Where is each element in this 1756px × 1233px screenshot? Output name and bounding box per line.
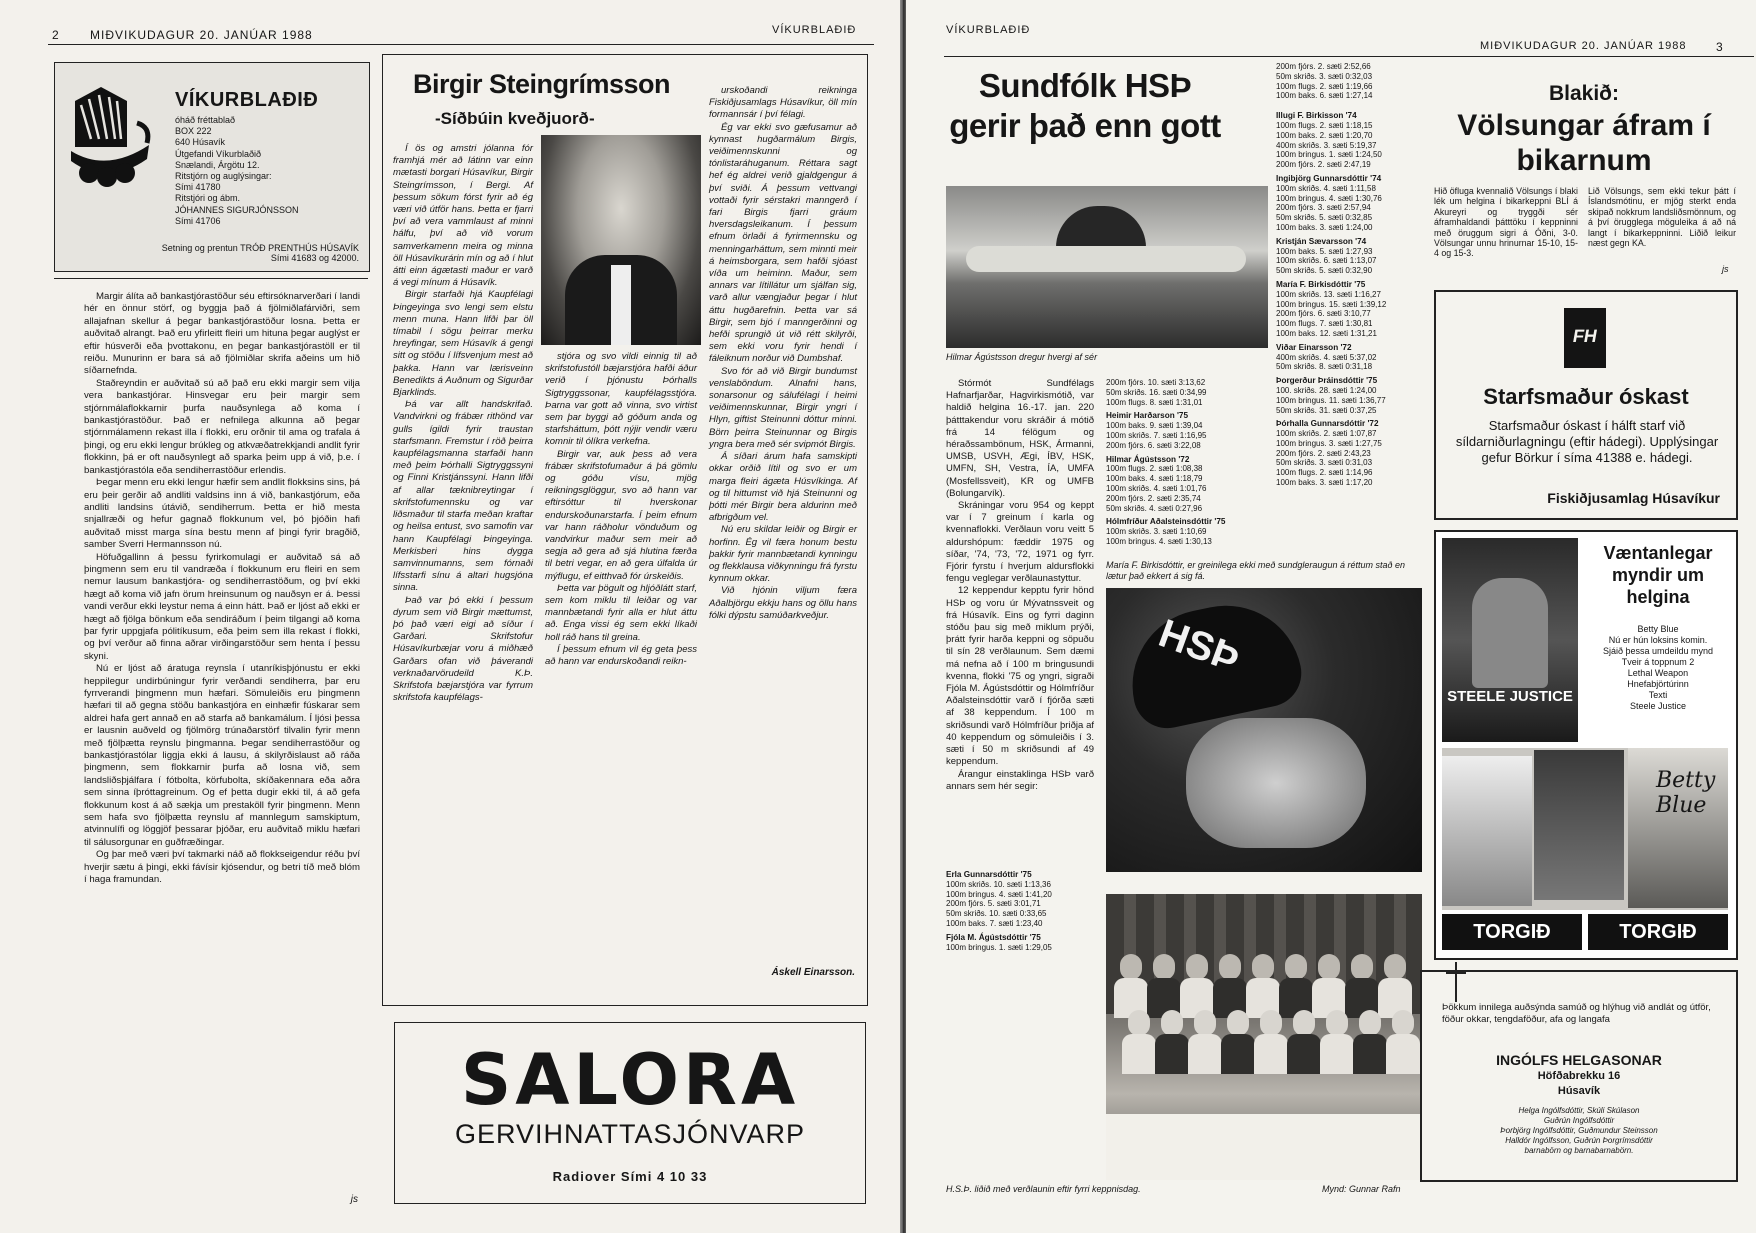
- team-member-figure: [1293, 1010, 1315, 1036]
- printer-phone: Sími 41683 og 42000.: [270, 253, 359, 263]
- editorial-paragraph: Höfuðgallinn á þessu fyrirkomulagi er auðvitað sá að þingmenn sem eru til vandræða í flokkunum eru fleiri en sem nemur lausum bankastjóra- og sendiherrastöðum, og því ekki hægt að koma við jafn örum hreinsunum og nauðsyn er á. Þessi vandi verður ekki leystur nema á einn hátt. Það er ljóst að ekki er hægt að fjölga bönkum eða sendiráðum í þeim tilgangi að koma þar fyrir uppgjafa pólitíkusum, eða þeim sem illa rekast í flokki, og því verður að finna aðrar virðingarstöður sem henta í þessu skyni.: [84, 551, 360, 662]
- viking-ship-logo-icon: [67, 83, 153, 201]
- swim-article-body: [946, 378, 1094, 793]
- masthead-line: Sími 41706: [175, 215, 221, 226]
- volleyball-col2: Lið Völsungs, sem ekki tekur þátt í Íslandsmótinu, er mjög sterkt enda skipað nokkrum landsliðsmönnum, og á því örugglega möguleika á að ná langt í bikarkeppninni. Liðið leikur næst gegn KA.: [1588, 186, 1736, 249]
- masthead-info: [175, 115, 299, 227]
- result-line: 100m baks. 7. sæti 1:23,40: [946, 918, 1043, 928]
- team-member-figure: [1252, 954, 1274, 980]
- video-ad-title: Væntanlegar myndir um helgina: [1603, 543, 1713, 607]
- photo3-caption: H.S.Þ. liðið með verðlaunin eftir fyrri keppnisdag.: [946, 1184, 1141, 1194]
- obituary-paragraph: Þá var allt handskrifað. Vandvirkni og frábær rithönd var gulls ígildi fyrir traustan starfsmann. Fremstur í röð þeirra kaupfélagsmanna starfaði hann með þeim Þórhalli Sigtryggssyni og Finni Kristjánssyni. Hann lifði af allar tæknibreytingar í skrifstofumennsku og var liðsmaður til starfa meðan kraftar og heilsa entust, svo samofin var hann Kaupfélagi Þingeyinga. Merkisberi hins dygga samvinnumanns, sem fórnaði lífsstarfi sínu á altari hugsjóna sinna.: [393, 399, 533, 594]
- masthead: [54, 62, 370, 272]
- result-line: 50m skriðs. 16. sæti 0:34,99: [1106, 387, 1207, 397]
- deceased-name: INGÓLFS HELGASONAR: [1496, 1052, 1662, 1068]
- swimmer-name: Heimir Harðarson '75: [1106, 411, 1189, 421]
- editorial-signature: js: [350, 1194, 358, 1205]
- result-line: 100m baks. 6. sæti 1:27,14: [1276, 91, 1373, 101]
- obituary-paragraph: Í ös og amstri jólanna fór framhjá mér að látinn var einn mætasti borgari Húsavíkur, Birgir Steingrímsson, í Bergi. Af þessum sökum fórst fyrir að ég væri við útför hans. Þetta er fjarri því að vera vammlaust af minni hálfu, því að við vorum samverkamenn meira og minna öll Húsavíkurárin mín og að í hlut átti einn ágætasti maður er varð á vegi mínum á Húsavík.: [393, 143, 533, 289]
- posters-collage: [1442, 748, 1728, 910]
- film-list-item: Steele Justice: [1629, 701, 1687, 711]
- result-group: [1276, 174, 1426, 233]
- result-line: 200m fjórs. 10. sæti 3:13,62: [1106, 378, 1206, 387]
- result-line: 100m flugs. 2. sæti 1:14,96: [1276, 468, 1373, 478]
- result-line: 100m baks. 3. sæti 1:24,00: [1276, 222, 1373, 232]
- results-list-b: [1106, 378, 1256, 551]
- masthead-title: VÍKURBLAÐIÐ: [175, 89, 319, 111]
- results-top-lines: [1276, 62, 1426, 101]
- result-line: 100m bringus. 15. sæti 1:39,12: [1276, 299, 1387, 309]
- result-line: 200m fjórs. 6. sæti 3:22,08: [1106, 440, 1201, 450]
- result-line: 100m flugs. 2. sæti 1:08,38: [1106, 464, 1203, 474]
- result-group: [946, 933, 1096, 953]
- paper-name-header: VÍKURBLAÐIÐ: [772, 24, 857, 36]
- team-member-figure: [1161, 1010, 1183, 1036]
- swim-cap-text: HSÞ: [1153, 611, 1246, 681]
- team-member-figure: [1128, 1010, 1150, 1036]
- deceased-town: Húsavík: [1557, 1085, 1601, 1097]
- team-member-body: [1122, 1034, 1156, 1074]
- date-header: MIÐVIKUDAGUR 20. JANÚAR 1988: [90, 28, 313, 42]
- result-group: [1276, 376, 1426, 415]
- film-list-item: Sjáið þessa umdeildu mynd: [1602, 646, 1714, 656]
- film-list-item: Tveir á toppnum 2: [1621, 657, 1695, 667]
- team-member-body: [1287, 1034, 1321, 1074]
- masthead-line: BOX 222: [175, 126, 212, 137]
- result-line: 100m baks. 3. sæti 1:17,20: [1276, 478, 1373, 488]
- swimmer-photo-1: [946, 186, 1268, 348]
- team-member-figure: [1219, 954, 1241, 980]
- result-line: 200m fjórs. 2. sæti 2:52,66: [1276, 62, 1371, 71]
- betty-blue-poster-title: Betty Blue: [1656, 768, 1716, 818]
- obituary-paragraph: Birgir var, auk þess að vera frábær skrifstofumaður á þá gömlu og góðu vísu, mjög reikningsglöggur, svo að hann var eftirsóttur til hverskonar endurskoðunarstarfa. Í þeim efnum var hann ráðholur vönduðum og vandvirkur maður sem meir að segja að gera að sjá hlutina færða til betri vegar, en að gera úlfalda úr mýflugu, ef eitthvað fór úrskeiðis.: [545, 448, 697, 582]
- result-line: 100m baks. 2. sæti 1:20,70: [1276, 130, 1373, 140]
- film-list-item: Texti: [1648, 690, 1668, 700]
- page-number: 2: [52, 28, 60, 42]
- result-line: 200m fjórs. 2. sæti 2:47,19: [1276, 160, 1371, 170]
- swim-paragraph: Skráningar voru 954 og keppt var í 7 greinum í karla og kvennaflokki. Verðlaun voru veitt 5 aldurshópum: fæddir 1975 og síðar, '74, '73, '72, 1971 og fyrr. Fjórir fyrstu í hverjum aldursflokki fengu veglegar verðlaunastyttur.: [946, 500, 1094, 585]
- family-list: [1422, 1106, 1736, 1156]
- obituary-paragraph: Þetta var þögult og hljóðlátt starf, sem kom miklu til leiðar og var mannbætandi fyrir alla er hlut áttu að. Enga vissi ég sem ekki líkaði holl ráð hans til greina.: [545, 582, 697, 643]
- result-line: 400m skriðs. 4. sæti 5:37,02: [1276, 352, 1377, 362]
- result-group: [946, 870, 1096, 929]
- result-line: 200m fjórs. 2. sæti 2:35,74: [1106, 493, 1201, 503]
- result-line: 200m fjórs. 2. sæti 2:43,23: [1276, 448, 1371, 458]
- masthead-line: Ritstjóri og ábm.: [175, 193, 241, 204]
- team-photo: [1106, 894, 1422, 1180]
- masthead-line: Útgefandi Víkurblaðið: [175, 148, 262, 159]
- editorial-paragraph: Þegar menn eru ekki lengur hæfir sem andlit flokksins sins, þá eru þeir gerðir að andliti valdsins inn á við, bankastjórum, eða andliti landsins útávið, sendiherrum. Þetta er hið mesta snjallræði og hefur gagnað flokkunum vel, þó þjóðin hafi auðvitað misst marga sína bestu menn af þingi fyrir bragðið, samber Sverri Hermannsson nú.: [84, 477, 360, 551]
- swimmer-name: Fjóla M. Ágústsdóttir '75: [946, 932, 1041, 942]
- cross-icon: [1444, 962, 1468, 1002]
- team-member-body: [1188, 1034, 1222, 1074]
- swimmer-name: Hilmar Ágústsson '72: [1106, 454, 1190, 464]
- result-group: [1276, 280, 1426, 339]
- film-list-item: Lethal Weapon: [1627, 668, 1689, 678]
- paper-name-header: VÍKURBLAÐIÐ: [946, 24, 1031, 36]
- job-ad: [1434, 290, 1738, 520]
- obituary-paragraph: Það var þó ekki í þessum dyrum sem við Birgir mættumst, þó það væri eigi að síður í Garðari. Skrifstofur Húsavíkurbæjar voru á miðhæð Garðars ofan við þáverandi verknaðarvörudeild K.Þ. Skrifstofa bæjarstjóra var fyrrum skrifstofa kaupfélags-: [393, 594, 533, 704]
- swim-paragraph: Árangur einstaklinga HSÞ varð annars sem hér segir:: [946, 768, 1094, 792]
- obituary-paragraph: Við hjónin viljum færa Aðalbjörgu ekkju hans og öllu hans fólki dýpstu samúðarkveðjur.: [709, 585, 857, 621]
- result-line: 100m bringus. 11. sæti 1:36,77: [1276, 395, 1386, 405]
- result-group: [1106, 455, 1256, 514]
- salora-ad: [394, 1022, 866, 1204]
- death-notice: [1420, 970, 1738, 1182]
- obituary-column-1: [393, 143, 533, 704]
- result-group: [1276, 343, 1426, 372]
- team-member-figure: [1194, 1010, 1216, 1036]
- family-member: Þorbjörg Ingólfsdóttir, Guðmundur Steinsson: [1500, 1126, 1658, 1135]
- team-member-figure: [1186, 954, 1208, 980]
- result-line: 100m flugs. 2. sæti 1:19,66: [1276, 81, 1373, 91]
- result-group: [1106, 411, 1256, 450]
- results-top: [1276, 62, 1426, 492]
- result-line: 100m skriðs. 4. sæti 1:11,58: [1276, 183, 1376, 193]
- team-member-figure: [1120, 954, 1142, 980]
- swimmer-name: María F. Birkisdóttir '75: [1276, 279, 1366, 289]
- family-member: barnabörn og barnabarnabörn.: [1524, 1146, 1634, 1155]
- obituary-subtitle: -Síðbúin kveðjuorð-: [435, 109, 595, 128]
- obituary-paragraph: Í þessum efnum vil ég geta þess að hann var endurskoðandi reikn-: [545, 643, 697, 668]
- team-member-body: [1320, 1034, 1354, 1074]
- date-header: MIÐVIKUDAGUR 20. JANÚAR 1988: [1480, 40, 1687, 52]
- volleyball-col1: Hið öfluga kvennalið Völsungs í blaki lék um helgina í bikarkeppni BLÍ á Akureyri og tryggði sér áframhaldandi þátttöku í keppninni með öruggum sigri á Óðni, 3-0. Völsungar unnu hrinurnar 15-10, 15-4 og 15-3.: [1434, 186, 1578, 259]
- swimmer-name: Illugi F. Birkisson '74: [1276, 111, 1357, 121]
- result-line: 100m bringus. 4. sæti 1:30,76: [1276, 193, 1382, 203]
- result-line: 50m skriðs. 8. sæti 0:31,18: [1276, 362, 1373, 372]
- team-member-figure: [1318, 954, 1340, 980]
- editorial-paragraph: Nú er ljóst að áratuga reynsla í utanríkisþjónustu er ekki heppilegur undirbúningur fyrir verðandi sendiherra, þar eru fyrrverandi þingmenn mun hæfari. Sömuleiðis eru þingmenn hæfari til að gegna stöðu bankastjóra en einhæfir fúskarar sem aldrei hafa gert annað en að starfa að bankamálum. Í ljósi þessa er lausnin auðveld og fjölmörg trúnaðarstörf tilvalin fyrir menn með fjölþætta reynslu þingmanna. Þegar sendiherrastöður og bankastjórastólar liggja ekki á lausu, á skilyrðislaust að ráða þingmenn, sem flokkarnir þurfa að losna við, sem landsliðsþjálfara í fótbolta, körfubolta, skíðakennara eða aðra sem sinna íþróttagreinum. Og ef þetta dugir ekki til, á að gefa flokkunum kost á að sækja um prestaköll fyrir þingmenn. Menn sem hafa svo fjölþætta reynslu af mannlegum samskiptum, atvinnulífi og löggjöf þessarar þjóðar, eru auðvitað miklu hæfari til sálusorgunar en guðfræðingar.: [84, 663, 360, 848]
- obituary-paragraph: Birgir starfaði hjá Kaupfélagi Þingeyinga svo lengi sem elstu menn muna. Hann lifði þar öll tímabil í sögu þeirrar merku hreyfingar, sem Húsavík á gengi sitt og stöðu í lífsvenjum mest að þakka. Hann var lærisveinn Benedikts á Auðnum og Sigurðar Bjarklinds.: [393, 289, 533, 399]
- steele-justice-title: STEELE JUSTICE: [1447, 688, 1573, 705]
- obituary-paragraph: Ég var ekki svo gæfusamur að kynnast hugðarmálum Birgis, veiðimennskunni og tónlistaráhuganum. Réttara sagt hef ég aldrei verið gjaldgengur á því sviði. Á þessum vettvangi vottaði fyrir sérstakri manngerð í fari Birgis fjarri gráum hversdagsleikanum. Í þessum efnum örlaði á fyrirmennsku og menningarháttum, sem minnti meir á heimsborgara, sem hafði sjóast víða um heiminn. Maður, sem annars var lítillátur um sjálfan sig, varð allur vængjaður þegar í hlut áttu hugðarefnin. Þetta var sá Birgir, sem bjó í manngerðinni og hefði sprungið út við rétt skilyrði, sem ekki voru fyrir hendi í fáleiknum norður við Dumbshaf.: [709, 121, 857, 365]
- team-member-figure: [1153, 954, 1175, 980]
- result-line: 100m bringus. 3. sæti 1:27,75: [1276, 438, 1382, 448]
- obituary-column-3: [709, 85, 857, 622]
- team-member-figure: [1392, 1010, 1414, 1036]
- film-list-item: Betty Blue: [1637, 624, 1679, 634]
- swimmer-photo-2: [1106, 588, 1422, 872]
- film-list: [1586, 624, 1730, 712]
- masthead-line: Sími 41780: [175, 182, 221, 193]
- video-ad: [1434, 530, 1738, 960]
- team-member-body: [1254, 1034, 1288, 1074]
- result-line: 100m baks. 9. sæti 1:39,04: [1106, 421, 1203, 431]
- result-line: 100m skriðs. 6. sæti 1:13,07: [1276, 256, 1377, 266]
- masthead-line: JÓHANNES SIGURJÓNSSON: [175, 204, 299, 215]
- results-list-bottom: [946, 870, 1096, 956]
- result-line: 200m fjórs. 5. sæti 3:01,71: [946, 899, 1041, 909]
- obituary-paragraph: Á síðari árum hafa samskipti okkar orðið lítil og svo er um marga fleiri ágæta Húsvíkinga. Af og til hittumst við hjá Steinunni og þótti mér Birgir bera aldurinn með afbrigðum vel.: [709, 451, 857, 524]
- masthead-line: óháð fréttablað: [175, 115, 236, 125]
- film-list-item: Nú er hún loksins komin.: [1608, 635, 1708, 645]
- result-group: [1276, 237, 1426, 276]
- obituary-author: Áskell Einarsson.: [771, 967, 855, 978]
- salora-brand: SALORA: [460, 1039, 800, 1121]
- result-line: 50m skriðs. 31. sæti 0:37,25: [1276, 405, 1377, 415]
- result-group: [1106, 378, 1256, 407]
- result-line: 100m baks. 12. sæti 1:31,21: [1276, 328, 1377, 338]
- result-line: 100m flugs. 8. sæti 1:31,01: [1106, 397, 1203, 407]
- team-member-body: [1353, 1034, 1387, 1074]
- obituary-article: [382, 54, 868, 1006]
- editorial-text: [54, 279, 368, 887]
- company-logo-letters: FH: [1571, 326, 1599, 346]
- team-member-figure: [1384, 954, 1406, 980]
- obituary-paragraph: urskoðandi reikninga Fiskiðjusamlags Húsavíkur, öll mín formannsár í því félagi.: [709, 85, 857, 121]
- team-member-figure: [1351, 954, 1373, 980]
- death-notice-body: Þökkum innilega auðsýnda samúð og hlýhug við andlát og útför, föður okkar, tengdaföður, afa og langafa: [1442, 1002, 1711, 1025]
- company-logo-icon: [1564, 308, 1606, 368]
- result-line: 100m skriðs. 4. sæti 1:01,76: [1106, 483, 1207, 493]
- family-member: Helga Ingólfsdóttir, Skúli Skúlason: [1518, 1106, 1640, 1115]
- team-member-figure: [1260, 1010, 1282, 1036]
- result-line: 100. skriðs. 28. sæti 1:24,00: [1276, 385, 1377, 395]
- result-line: 100m bringus. 4. sæti 1:30,13: [1106, 536, 1212, 546]
- swim-paragraph: 12 keppendur kepptu fyrir hönd HSÞ og voru úr Mývatnssveit og frá Húsavík. Eins og fyrri daginn stóðu þau sig með miklum prýði, þrátt fyrir harða keppni og söpuðu til sín 28 verðlaunum. Sem dæmi má nefna að í 100 m bringusundi kvenna, flokki '75 og yngri, sigraði Fjóla M. Ágústsdóttir og Hólmfríður Aðalsteinsdóttir varð í fjórða sæti af 38 keppendum. Í 100 m skriðsundi varð Hólmfríður þriðja af 40 keppendum og sömuleiðis í 3. sæti í 50 m skriðsundi af 49 keppendum.: [946, 585, 1094, 768]
- team-member-body: [1386, 1034, 1420, 1074]
- result-line: 100m skriðs. 3. sæti 1:10,69: [1106, 527, 1207, 537]
- salora-contact: Radiover Sími 4 10 33: [552, 1169, 708, 1184]
- result-line: 100m skriðs. 7. sæti 1:16,95: [1106, 430, 1207, 440]
- result-group: [1276, 111, 1426, 170]
- team-member-figure: [1227, 1010, 1249, 1036]
- obituary-title: Birgir Steingrímsson: [413, 69, 671, 99]
- result-line: 100m skriðs. 10. sæti 1:13,36: [946, 879, 1051, 889]
- team-member-body: [1155, 1034, 1189, 1074]
- swimmer-name: Þórhalla Gunnarsdóttir '72: [1276, 419, 1379, 429]
- swimmer-name: Kristján Sævarsson '74: [1276, 236, 1367, 246]
- swimmer-name: Viðar Einarsson '72: [1276, 342, 1352, 352]
- editorial-column: [54, 278, 368, 1213]
- page-number: 3: [1716, 40, 1724, 54]
- job-ad-company: Fiskiðjusamlag Húsavíkur: [1547, 490, 1720, 506]
- result-line: 100m flugs. 7. sæti 1:30,81: [1276, 319, 1373, 329]
- obituary-column-2: [545, 351, 697, 668]
- photo3-credit: Mynd: Gunnar Rafn: [1322, 1184, 1401, 1194]
- result-line: 200m fjórs. 3. sæti 2:57,94: [1276, 203, 1371, 213]
- result-line: 100m baks. 4. sæti 1:18,79: [1106, 474, 1203, 484]
- swimmer-name: Þorgerður Þráinsdóttir '75: [1276, 376, 1378, 386]
- volleyball-title: Völsungar áfram í bikarnum: [1457, 109, 1711, 177]
- right-page: [906, 0, 1756, 1233]
- printer-info: [162, 243, 359, 263]
- result-line: 100m baks. 5. sæti 1:27,93: [1276, 246, 1373, 256]
- result-group: [1276, 419, 1426, 488]
- portrait-photo: [541, 135, 701, 345]
- result-line: 50m skriðs. 5. sæti 0:32,85: [1276, 213, 1373, 223]
- masthead-line: Snælandi, Árgötu 12.: [175, 159, 260, 170]
- volleyball-signature: js: [1722, 264, 1729, 274]
- editorial-paragraph: Og þar með væri því takmarki náð að flokkseigendur réðu því hverjir sætu á þingi, ekki fávísir kjósendur, og betri tíð með blóm í haga framundan.: [84, 849, 360, 886]
- result-line: 100m bringus. 4. sæti 1:41,20: [946, 889, 1052, 899]
- swim-headline-line1: Sundfólk HSÞ: [978, 67, 1192, 104]
- result-line: 100m skriðs. 2. sæti 1:07,87: [1276, 429, 1377, 439]
- results-list-a: [1276, 111, 1426, 488]
- swimmer-name: Erla Gunnarsdóttir '75: [946, 870, 1032, 879]
- swimmer-name: Ingibjörg Gunnarsdóttir '74: [1276, 173, 1382, 183]
- photo1-caption: Hilmar Ágústsson dregur hvergi af sér: [946, 352, 1098, 362]
- family-member: Guðrún Ingólfsdóttir: [1543, 1116, 1615, 1125]
- printer-name: Setning og prentun TRÓÐ PRENTHÚS HÚSAVÍK: [161, 243, 359, 253]
- swimmer-name: Hólmfríður Aðalsteinsdóttir '75: [1106, 517, 1226, 527]
- result-line: 100m skriðs. 13. sæti 1:16,27: [1276, 289, 1381, 299]
- masthead-line: 640 Húsavík: [175, 137, 226, 148]
- result-line: 50m skriðs. 5. sæti 0:32,90: [1276, 266, 1373, 276]
- result-line: 50m skriðs. 3. sæti 0:32,03: [1276, 71, 1373, 81]
- obituary-paragraph: stjóra og svo vildi einnig til að skrifstofustóll bæjarstjóra hafði áður verið í þjónustu Þórhalls Sigtryggssonar, kaupfélagsstjóra. Þarna var gott að vinna, svo virtist sem þar byggi að góðum anda og starfsháttum, þótt nýjir vendir væru komnir til ólíkra verkefna.: [545, 351, 697, 448]
- volleyball-article: [1434, 82, 1734, 178]
- result-line: 400m skriðs. 3. sæti 5:19,37: [1276, 140, 1377, 150]
- result-line: 100m bringus. 1. sæti 1:29,05: [946, 942, 1052, 952]
- family-member: Halldór Ingólfsson, Guðrún Þorgrímsdóttir: [1505, 1136, 1653, 1145]
- masthead-line: Ritstjórn og auglýsingar:: [175, 171, 272, 182]
- torgid-logo-1: TORGIÐ: [1442, 914, 1582, 950]
- team-member-figure: [1326, 1010, 1348, 1036]
- job-ad-body: Starfsmaður óskast í hálft starf við síldarniðurlagningu (eftir hádegi). Upplýsingar gefur Börkur í síma 41388 e. hádegi.: [1455, 418, 1719, 465]
- editorial-paragraph: Margir álíta að bankastjórastöður séu eftirsóknarverðari í landi hér en önnur störf, og byggja það á fjölmiðlafárviðri, sem allajafnan skellur á þegar bankastjórastöður losna. Þetta er auðvitað alrangt. Það eru yfirleitt fleiri um hituna þegar auglýst er eftir húsverði eða þvottakonu, en þegar bankastjórastöll er til reiðu. Munurinn er bara sá að fjölmiðlar skrifa aðeins um hið síðarnefnda.: [84, 291, 360, 377]
- film-list-item: Hnefabjörtúrinn: [1627, 679, 1689, 689]
- photo2-caption: María F. Birkisdóttir, er greinilega ekki með sundgleraugun á réttum stað en lætur það ekkert á sig fá.: [1106, 560, 1405, 581]
- team-member-figure: [1359, 1010, 1381, 1036]
- result-line: 50m skriðs. 4. sæti 0:27,96: [1106, 503, 1203, 513]
- editorial-paragraph: Staðreyndin er auðvitað sú að það eru ekki margir sem vilja vera bankastjórar. Hinsvegar eru þeir margir sem stjórnmálaflokkarnir þurfa nauðsynlega að koma í bankastjórastöður. Það er nefnilega alkunna að þegar stjórnmálamenn rekast illa í flokki, eru orðnir til ama og trafala á þingi, og eru ekki lengur brúkleg og atkvæðatrekkjandi andlit fyrir flokkinn, þá er oft nauðsynlegt að sparka þeim upp á við, þ.e. í bankastjórastóla eða sendiherrastöður erlendis.: [84, 377, 360, 476]
- obituary-paragraph: Svo fór að við Birgir bundumst venslaböndum. Alnafni hans, sonarsonur og sálufélagi í heimi veiðimennskunnar, Birgir yngri í Hlyn, giftist Steinunni dóttur minni. Börn þeirra Steinunnar og Birgis yngra bera með sér svipmót Birgis.: [709, 365, 857, 450]
- result-line: 100m flugs. 2. sæti 1:18,15: [1276, 120, 1373, 130]
- result-line: 50m skriðs. 3. sæti 0:31,03: [1276, 458, 1373, 468]
- result-line: 50m skriðs. 10. sæti 0:33,65: [946, 909, 1047, 919]
- salora-product: GERVIHNATTASJÓNVARP: [454, 1119, 806, 1149]
- result-line: 100m bringus. 1. sæti 1:24,50: [1276, 150, 1382, 160]
- result-line: 200m fjórs. 6. sæti 3:10,77: [1276, 309, 1371, 319]
- team-member-figure: [1285, 954, 1307, 980]
- result-group: [1106, 517, 1256, 546]
- team-member-body: [1221, 1034, 1255, 1074]
- swim-headline-line2: gerir það enn gott: [949, 107, 1221, 144]
- swim-headline: [940, 66, 1230, 146]
- torgid-logo-2: TORGIÐ: [1588, 914, 1728, 950]
- obituary-paragraph: Nú eru skildar leiðir og Birgir er horfinn. Ég vil færa honum bestu þakkir fyrir mannbætandi kynningu og flekklausa viðkynningu frá fyrstu kynnum okkar.: [709, 524, 857, 585]
- deceased-address: Höfðabrekku 16: [1537, 1070, 1621, 1082]
- job-ad-title: Starfsmaður óskast: [1483, 384, 1689, 409]
- steele-justice-poster: [1442, 538, 1578, 742]
- volleyball-kicker: Blakið:: [1548, 82, 1619, 105]
- swim-paragraph: Stórmót Sundfélags Hafnarfjarðar, Hagvirkismótið, var haldið helgina 16.-17. jan. 220 þátttakendur voru skráðir á mótið frá 14 félögum og héraðssambönum, HSK, Ármanni, UMSB, USVH, Ægi, ÍBV, HSK, UMFN, SH, Vestra, ÍA, UMFA (Mosfellssveit), KR og UMFB (Bolungarvík).: [946, 378, 1094, 499]
